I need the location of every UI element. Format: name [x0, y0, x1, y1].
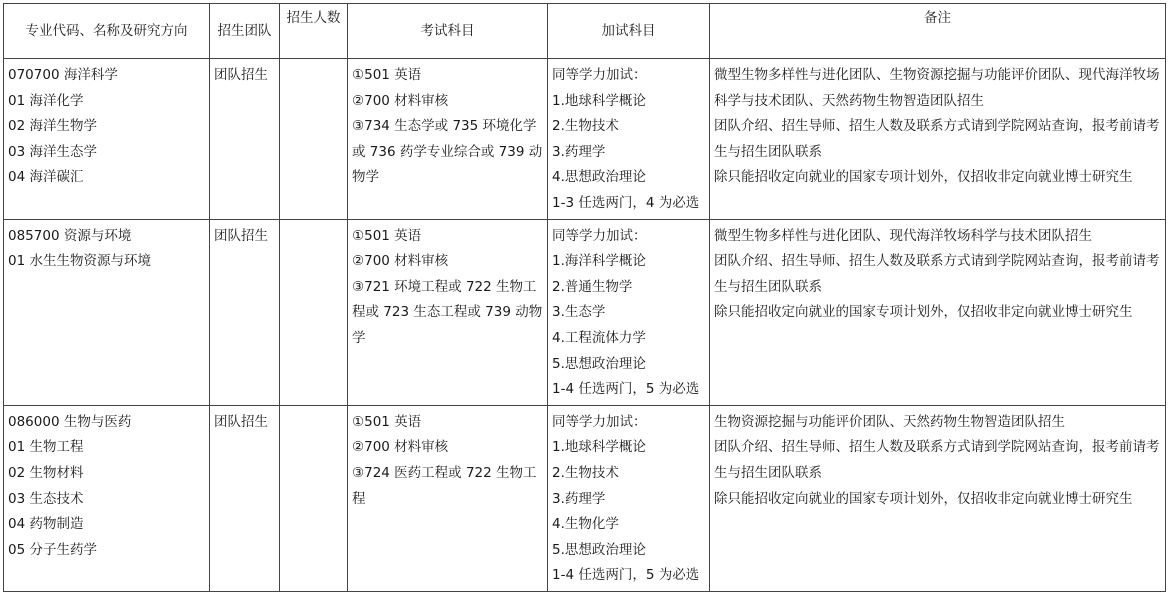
team-cell [210, 219, 280, 405]
team-text: 团队招生 [214, 67, 268, 83]
major-line: 01 生物工程 [8, 439, 84, 456]
extra-line: 1-4 任选两门，5 为必选 [552, 381, 700, 398]
note-cell [710, 219, 1166, 405]
extra-line: 5.思想政治理论 [552, 541, 646, 558]
note-cell [710, 59, 1166, 220]
extra-line: 2.生物技术 [552, 118, 619, 135]
exam-line: ③734 生态学或 735 环境化学或 736 药学专业综合或 739 动物学 [352, 118, 543, 186]
note-line: 团队介绍、招生导师、招生人数及联系方式请到学院网站查询，报考前请考生与招生团队联系 [714, 439, 1160, 481]
count-cell [280, 405, 348, 591]
note-line: 微型生物多样性与进化团队、生物资源挖掘与功能评价团队、现代海洋牧场科学与技术团队、天然药物生物智造团队招生 [714, 67, 1160, 109]
table-row [4, 405, 1166, 591]
exam-line: ①501 英语 [352, 413, 422, 430]
major-line: 03 海洋生态学 [8, 143, 97, 160]
exam-line: ②700 材料审核 [352, 253, 449, 270]
extra-line: 3.药理学 [552, 490, 606, 507]
extra-line: 3.生态学 [552, 304, 606, 321]
extra-line: 同等学力加试： [552, 413, 647, 430]
exam-line: ①501 英语 [352, 67, 422, 83]
extra-cell [548, 405, 710, 591]
major-line: 01 水生生物资源与环境 [8, 253, 151, 270]
extra-line: 4.生物化学 [552, 516, 619, 533]
team-text: 团队招生 [214, 227, 268, 244]
major-cell [4, 405, 210, 591]
extra-line: 4.工程流体力学 [552, 329, 646, 346]
note-cell [710, 405, 1166, 591]
extra-line: 1.地球科学概论 [552, 439, 646, 456]
team-text: 团队招生 [214, 413, 268, 430]
major-line: 085700 资源与环境 [8, 227, 132, 244]
extra-line: 4.思想政治理论 [552, 169, 646, 186]
major-line: 03 生态技术 [8, 490, 84, 507]
extra-line: 1.海洋科学概论 [552, 253, 646, 270]
team-cell [210, 405, 280, 591]
exam-cell [348, 405, 548, 591]
count-cell [280, 219, 348, 405]
major-line: 02 生物材料 [8, 464, 84, 481]
header-extra: 加试科目 [548, 4, 710, 59]
note-line: 除只能招收定向就业的国家专项计划外，仅招收非定向就业博士研究生 [714, 304, 1133, 321]
major-line: 04 海洋碳汇 [8, 169, 84, 186]
header-note: 备注 [710, 4, 1166, 59]
major-cell [4, 59, 210, 220]
admissions-table [3, 3, 1166, 592]
table-row [4, 219, 1166, 405]
major-cell [4, 219, 210, 405]
exam-line: ③721 环境工程或 722 生物工程或 723 生态工程或 739 动物学 [352, 278, 543, 346]
table-row [4, 59, 1166, 220]
exam-line: ③724 医药工程或 722 生物工程 [352, 464, 537, 507]
note-line: 团队介绍、招生导师、招生人数及联系方式请到学院网站查询，报考前请考生与招生团队联系 [714, 253, 1160, 295]
exam-cell [348, 219, 548, 405]
note-line: 微型生物多样性与进化团队、现代海洋牧场科学与技术团队招生 [714, 227, 1092, 244]
extra-line: 同等学力加试： [552, 227, 647, 244]
major-line: 04 药物制造 [8, 516, 84, 533]
note-line: 生物资源挖掘与功能评价团队、天然药物生物智造团队招生 [714, 413, 1065, 430]
header-count: 招生人数 [280, 4, 348, 59]
header-exam: 考试科目 [348, 4, 548, 59]
major-line: 02 海洋生物学 [8, 118, 97, 135]
extra-cell [548, 219, 710, 405]
major-line: 01 海洋化学 [8, 92, 84, 109]
extra-line: 5.思想政治理论 [552, 355, 646, 372]
exam-line: ②700 材料审核 [352, 92, 449, 109]
exam-line: ②700 材料审核 [352, 439, 449, 456]
header-row [4, 4, 1166, 59]
note-line: 除只能招收定向就业的国家专项计划外，仅招收非定向就业博士研究生 [714, 169, 1133, 186]
extra-line: 1-4 任选两门，5 为必选 [552, 567, 700, 584]
extra-line: 3.药理学 [552, 143, 606, 160]
team-cell [210, 59, 280, 220]
extra-cell [548, 59, 710, 220]
major-line: 05 分子生药学 [8, 541, 97, 558]
extra-line: 1-3 任选两门，4 为必选 [552, 194, 700, 211]
extra-line: 2.普通生物学 [552, 278, 633, 295]
note-line: 团队介绍、招生导师、招生人数及联系方式请到学院网站查询，报考前请考生与招生团队联系 [714, 118, 1160, 160]
major-line: 070700 海洋科学 [8, 67, 118, 83]
exam-cell [348, 59, 548, 220]
note-line: 除只能招收定向就业的国家专项计划外，仅招收非定向就业博士研究生 [714, 490, 1133, 507]
major-line: 086000 生物与医药 [8, 413, 132, 430]
extra-line: 1.地球科学概论 [552, 92, 646, 109]
header-team: 招生团队 [210, 4, 280, 59]
count-cell [280, 59, 348, 220]
extra-line: 同等学力加试： [552, 67, 647, 83]
exam-line: ①501 英语 [352, 227, 422, 244]
header-major: 专业代码、名称及研究方向 [4, 4, 210, 59]
extra-line: 2.生物技术 [552, 464, 619, 481]
